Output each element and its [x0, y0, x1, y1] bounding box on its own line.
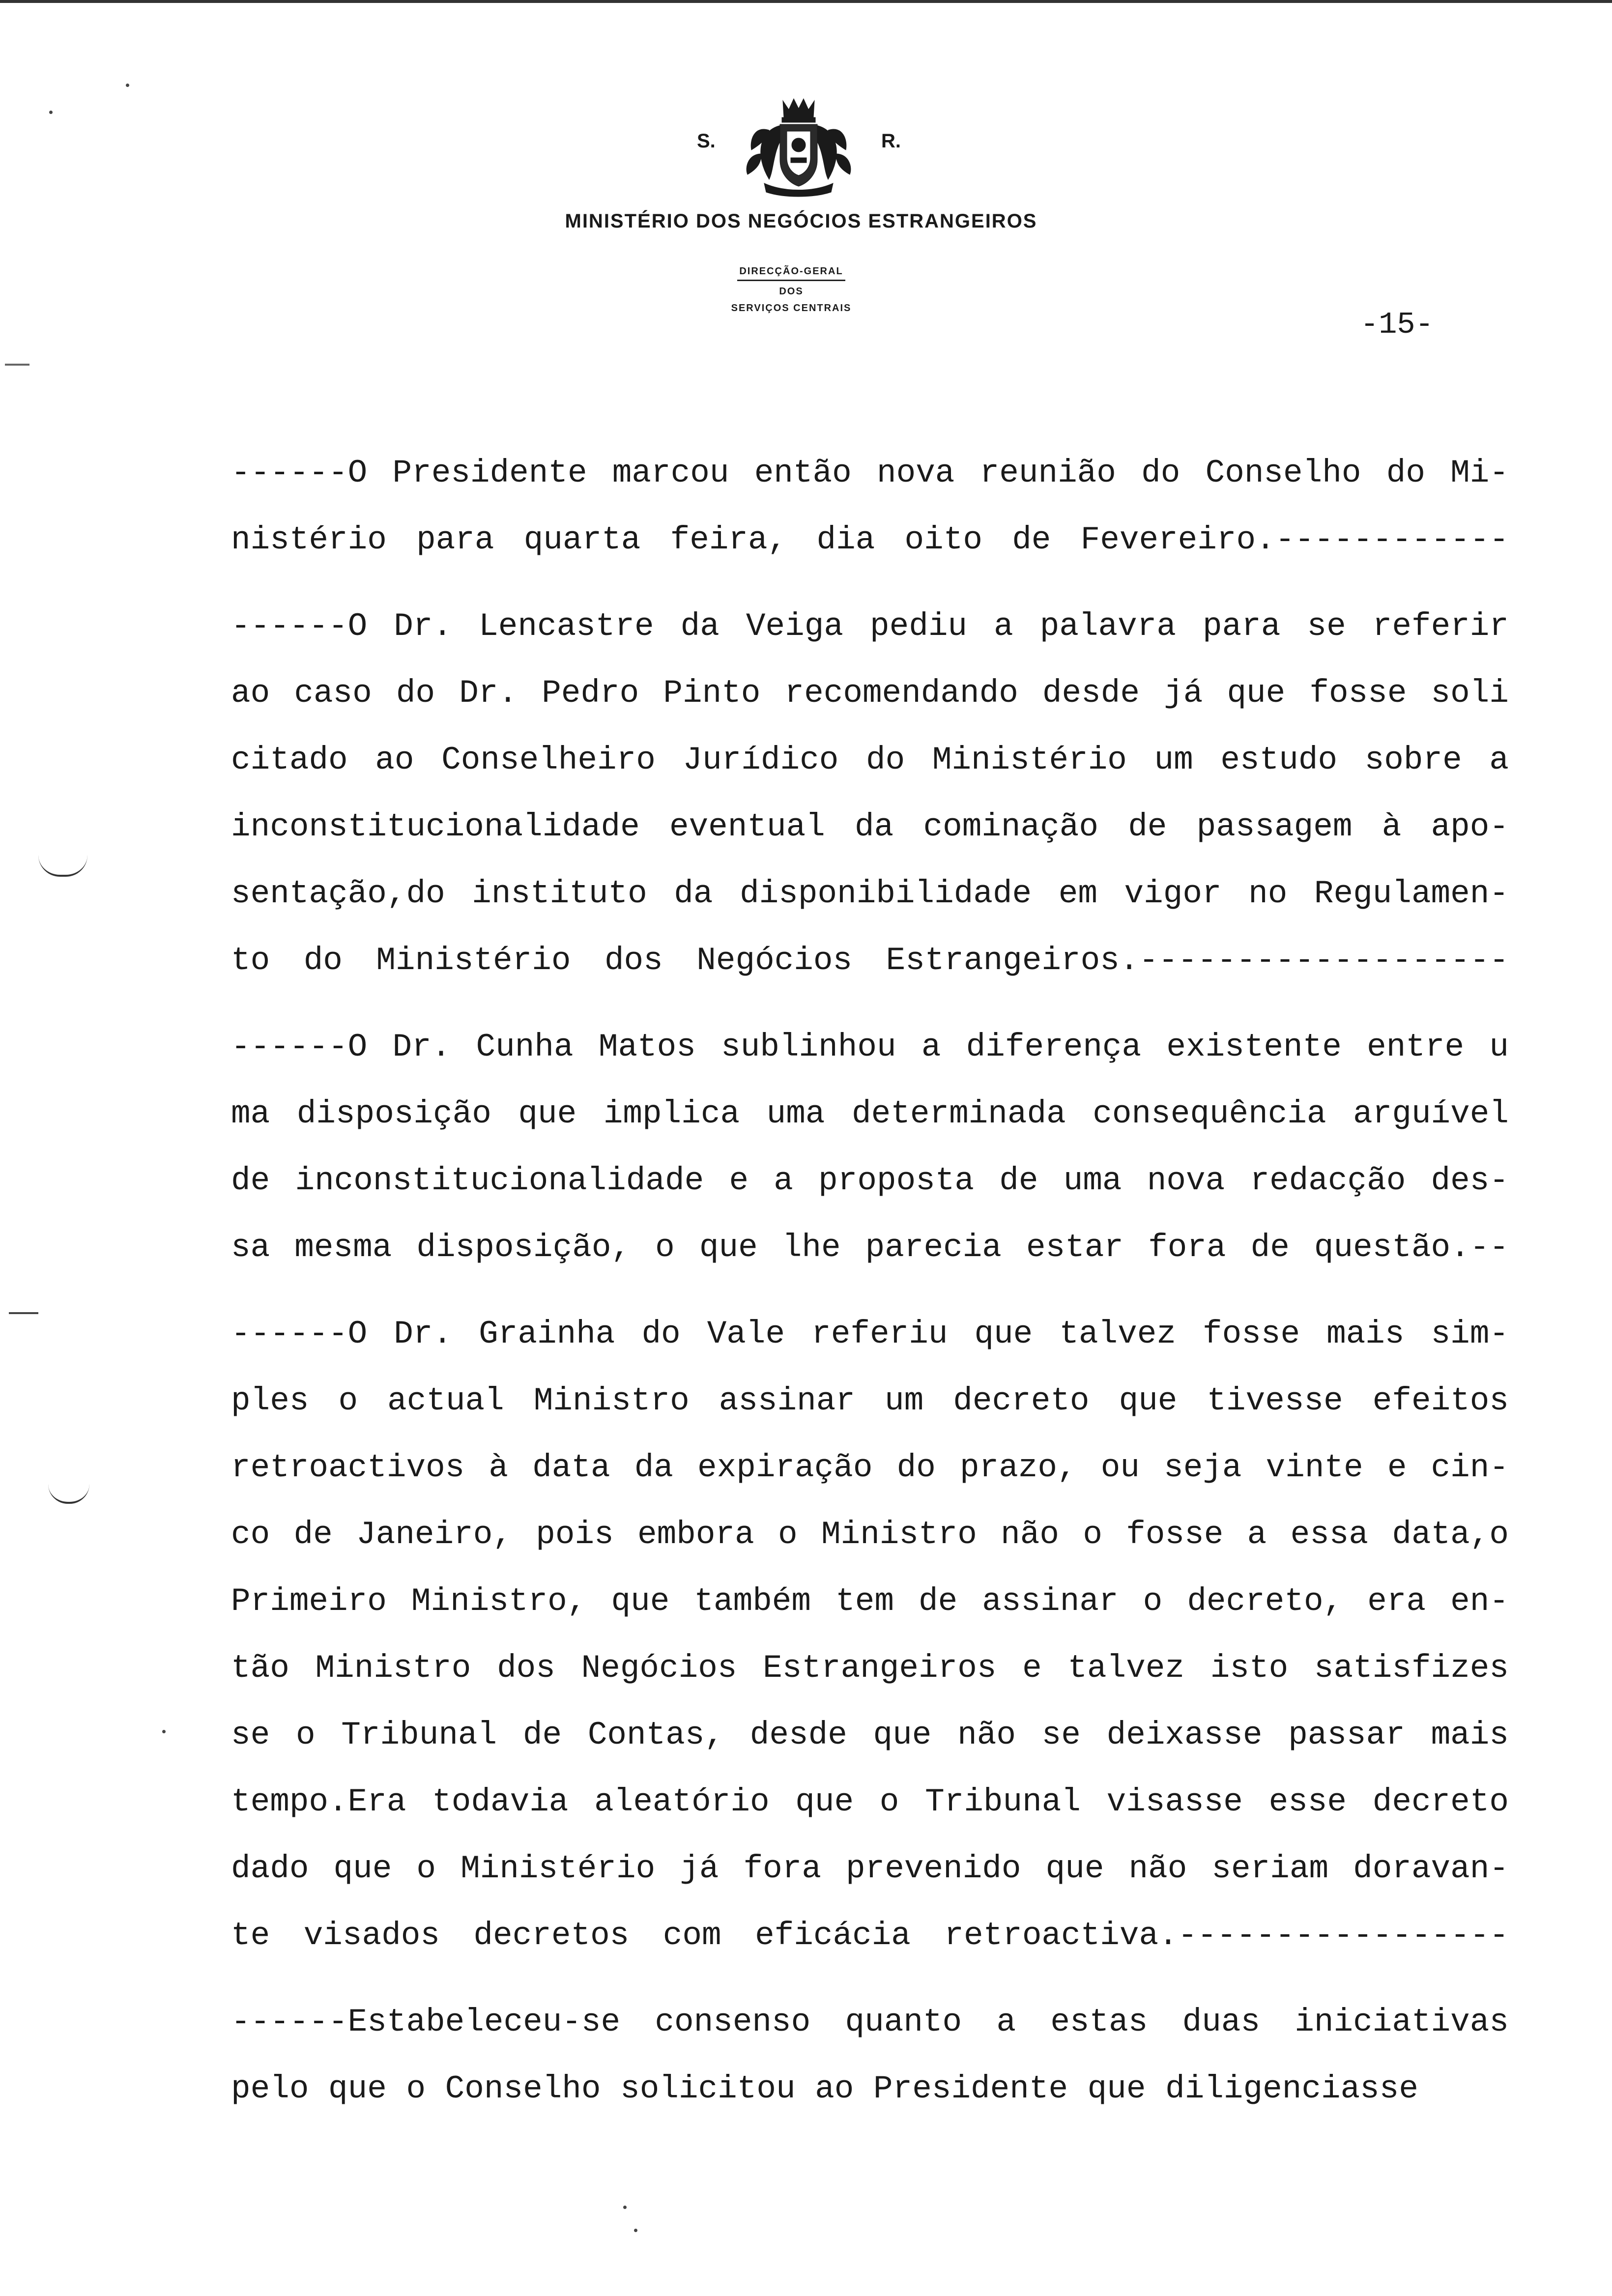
text-line: se o Tribunal de Contas, desde que não se deixasse passar mais	[231, 1717, 1509, 1753]
speck	[634, 2229, 637, 2232]
margin-dash	[5, 364, 29, 366]
paragraph	[231, 593, 1509, 994]
speck	[162, 1730, 166, 1733]
margin-mark	[48, 1484, 89, 1504]
speck	[623, 2206, 627, 2209]
text-line: ------O Presidente marcou então nova reunião do Conselho do Mi-	[231, 455, 1509, 491]
margin-mark	[38, 855, 87, 877]
speck	[49, 111, 53, 114]
department-block	[678, 263, 904, 316]
paragraph	[231, 440, 1509, 574]
paragraph	[231, 1989, 1509, 2123]
text-line: to do Ministério dos Negócios Estrangeiros.-------------------	[231, 942, 1509, 979]
text-line: ------O Dr. Grainha do Vale referiu que talvez fosse mais sim-	[231, 1316, 1509, 1352]
page-number: -15-	[1360, 307, 1434, 342]
text-line: sentação,do instituto da disponibilidade em vigor no Regulamen-	[231, 875, 1509, 912]
text-line: retroactivos à data da expiração do prazo, ou seja vinte e cin-	[231, 1449, 1509, 1486]
document-body	[231, 440, 1509, 2123]
text-line: nistério para quarta feira, dia oito de Fevereiro.------------	[231, 521, 1509, 558]
department-line-3: SERVIÇOS CENTRAIS	[731, 303, 852, 314]
text-line: Primeiro Ministro, que também tem de assinar o decreto, era en-	[231, 1583, 1509, 1620]
speck	[126, 84, 129, 87]
text-line: ples o actual Ministro assinar um decreto que tivesse efeitos	[231, 1382, 1509, 1419]
text-line: co de Janeiro, pois embora o Ministro não o fosse a essa data,o	[231, 1516, 1509, 1553]
text-line: ------O Dr. Lencastre da Veiga pediu a palavra para se referir	[231, 608, 1509, 645]
text-line: ao caso do Dr. Pedro Pinto recomendando desde já que fosse soli	[231, 675, 1509, 712]
margin-dash	[9, 1312, 38, 1314]
paragraph	[231, 1301, 1509, 1969]
text-line: inconstitucionalidade eventual da cominação de passagem à apo-	[231, 808, 1509, 845]
text-line: sa mesma disposição, o que lhe parecia estar fora de questão.--	[231, 1229, 1509, 1266]
text-line: pelo que o Conselho solicitou ao Presidente que diligenciasse	[231, 2070, 1418, 2107]
text-line: ma disposição que implica uma determinada consequência arguível	[231, 1095, 1509, 1132]
text-line: ------Estabeleceu-se consenso quanto a estas duas iniciativas	[231, 2004, 1509, 2040]
text-line: ------O Dr. Cunha Matos sublinhou a diferença existente entre u	[231, 1029, 1509, 1065]
text-line: tempo.Era todavia aleatório que o Tribunal visasse esse decreto	[231, 1783, 1509, 1820]
text-line: dado que o Ministério já fora prevenido que não seriam doravan-	[231, 1850, 1509, 1887]
paragraph	[231, 1014, 1509, 1281]
ministry-name: MINISTÉRIO DOS NEGÓCIOS ESTRANGEIROS	[565, 210, 1037, 232]
department-divider	[737, 280, 845, 281]
text-line: te visados decretos com eficácia retroactiva.-----------------	[231, 1917, 1509, 1954]
letterhead	[0, 0, 1612, 354]
text-line: tão Ministro dos Negócios Estrangeiros e talvez isto satisfizes	[231, 1650, 1509, 1687]
letterhead-left-initial: S.	[697, 130, 716, 152]
letterhead-right-initial: R.	[881, 130, 901, 152]
text-line: citado ao Conselheiro Jurídico do Ministério um estudo sobre a	[231, 742, 1509, 778]
coat-of-arms-icon	[740, 96, 858, 199]
text-line: de inconstitucionalidade e a proposta de uma nova redacção des-	[231, 1162, 1509, 1199]
department-line-2: DOS	[779, 286, 804, 297]
department-line-1: DIRECÇÃO-GERAL	[739, 266, 843, 277]
